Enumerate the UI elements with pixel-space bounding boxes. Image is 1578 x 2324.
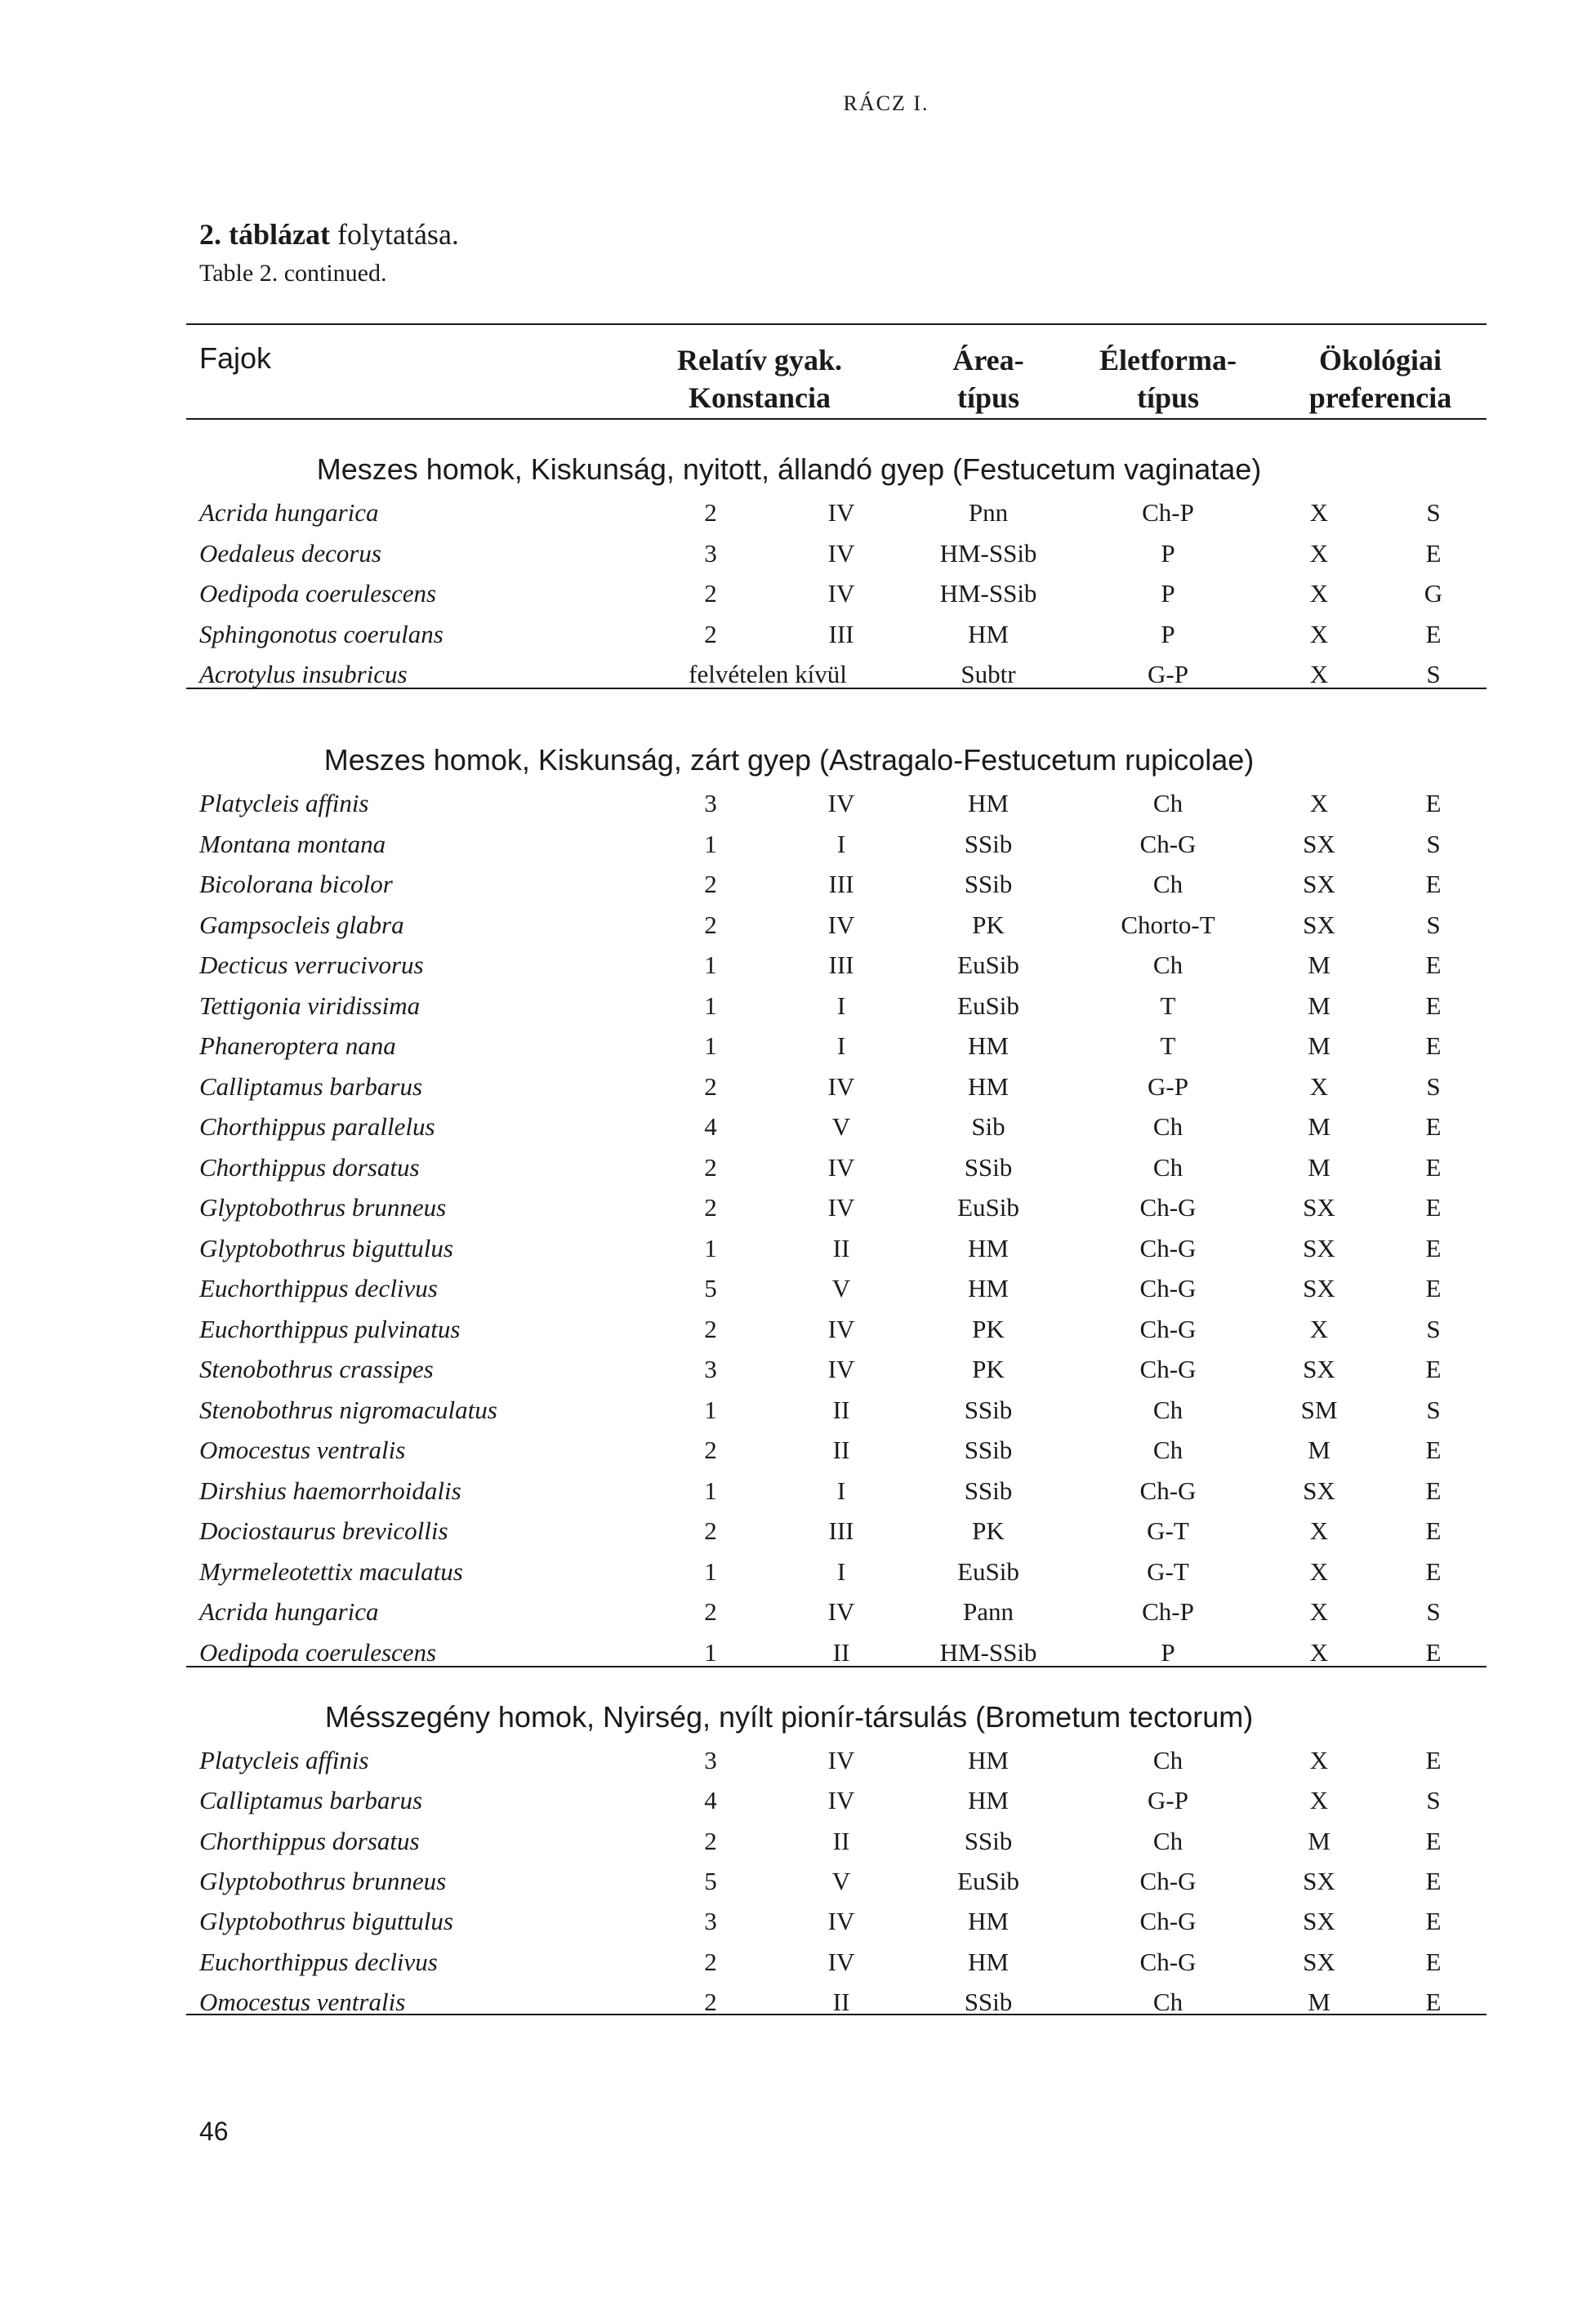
species-name: Euchorthippus pulvinatus [199, 1314, 461, 1343]
species-name: Dirshius haemorrhoidalis [199, 1476, 461, 1505]
species-name: Calliptamus barbarus [199, 1071, 423, 1101]
ecological-preference-2: E [1425, 1476, 1442, 1505]
area-type: EuSib [957, 1866, 1019, 1895]
species-name: Oedipoda coerulescens [199, 579, 437, 608]
header-eletforma-line2: típus [1136, 381, 1200, 414]
ecological-preference-2: E [1425, 991, 1442, 1020]
area-type: HM [968, 1786, 1009, 1815]
section-end-rule [186, 688, 1487, 689]
life-form: Ch [1152, 870, 1184, 898]
relative-frequency: 1 [704, 1395, 717, 1424]
relative-frequency: 2 [704, 1826, 717, 1855]
table-row [0, 1355, 1578, 1396]
ecological-preference-1: M [1308, 1152, 1331, 1182]
species-name: Acrida hungarica [199, 498, 379, 527]
relative-frequency: 1 [704, 829, 717, 858]
constancy: I [836, 1476, 846, 1505]
ecological-preference-2: G [1424, 579, 1443, 608]
ecological-preference-1: X [1309, 789, 1329, 817]
species-name: Euchorthippus declivus [199, 1947, 438, 1976]
area-type: HM [968, 1233, 1009, 1262]
life-form: Ch [1152, 951, 1184, 979]
section-end-rule [186, 1666, 1487, 1667]
species-name: Sphingonotus coerulans [199, 619, 444, 648]
ecological-preference-2: E [1425, 1556, 1442, 1586]
species-name: Platycleis affinis [199, 1746, 369, 1774]
constancy: II [832, 1637, 850, 1667]
constancy: III [828, 619, 854, 648]
constancy: II [832, 1826, 850, 1855]
life-form: T [1160, 1031, 1176, 1060]
ecological-preference-1: M [1308, 1987, 1331, 2016]
ecological-preference-2: E [1425, 1274, 1442, 1302]
ecological-preference-1: X [1309, 1314, 1329, 1343]
ecological-preference-2: E [1425, 1866, 1442, 1895]
constancy: II [832, 1233, 850, 1262]
table-row [0, 660, 1578, 701]
relative-frequency: 3 [704, 1907, 717, 1936]
table-row [0, 1746, 1578, 1787]
table-row [0, 1516, 1578, 1557]
ecological-preference-2: E [1425, 619, 1442, 648]
ecological-preference-2: S [1426, 1395, 1441, 1424]
ecological-preference-2: S [1426, 1314, 1441, 1343]
table-row [0, 539, 1578, 580]
constancy: I [836, 1031, 846, 1060]
area-type: HM [968, 1947, 1009, 1976]
species-name: Glyptobothrus biguttulus [199, 1907, 453, 1936]
header-relativ-line2: Konstancia [688, 381, 831, 414]
ecological-preference-2: E [1425, 1987, 1442, 2016]
ecological-preference-2: E [1425, 1637, 1442, 1667]
area-type: EuSib [957, 991, 1019, 1020]
table-row [0, 1907, 1578, 1948]
constancy: IV [827, 579, 855, 608]
ecological-preference-2: E [1425, 1436, 1442, 1464]
table-row [0, 1476, 1578, 1517]
running-head: RÁCZ I. [843, 91, 929, 115]
header-area-line1: Área- [952, 344, 1024, 376]
relative-frequency: 2 [704, 498, 717, 527]
constancy: II [832, 1987, 850, 2016]
header-eletforma-line1: Életforma- [1099, 344, 1237, 376]
area-type: SSib [964, 1826, 1013, 1855]
ecological-preference-2: S [1426, 1786, 1441, 1815]
species-name: Chorthippus dorsatus [199, 1826, 420, 1855]
ecological-preference-2: E [1425, 789, 1442, 817]
species-name: Acrida hungarica [199, 1597, 379, 1626]
life-form: Ch-G [1139, 1476, 1197, 1505]
constancy: IV [827, 1947, 855, 1976]
table-row [0, 991, 1578, 1032]
ecological-preference-1: M [1308, 1826, 1331, 1855]
ecological-preference-2: S [1426, 1597, 1441, 1626]
constancy: IV [827, 1597, 855, 1626]
table-row [0, 1153, 1578, 1194]
ecological-preference-2: E [1425, 870, 1442, 898]
frequency-note: felvételen kívül [689, 660, 847, 689]
area-type: HM [968, 789, 1009, 817]
ecological-preference-1: X [1309, 579, 1329, 608]
species-name: Chorthippus parallelus [199, 1112, 435, 1141]
ecological-preference-1: X [1309, 1516, 1329, 1545]
area-type: EuSib [957, 1193, 1019, 1222]
species-name: Glyptobothrus brunneus [199, 1193, 447, 1222]
ecological-preference-1: X [1309, 1746, 1329, 1774]
table-row [0, 910, 1578, 951]
species-name: Acrotylus insubricus [199, 660, 408, 689]
relative-frequency: 2 [704, 1071, 717, 1101]
relative-frequency: 2 [704, 1516, 717, 1545]
caption-text: folytatása. [329, 218, 459, 251]
life-form: Ch [1152, 789, 1184, 817]
area-type: HM [968, 1071, 1009, 1101]
ecological-preference-2: E [1425, 1233, 1442, 1262]
life-form: Ch-G [1139, 1866, 1197, 1895]
constancy: IV [827, 498, 855, 527]
table-row [0, 1274, 1578, 1315]
constancy: IV [827, 1355, 855, 1383]
table-row [0, 951, 1578, 991]
life-form: Ch-P [1142, 498, 1194, 527]
ecological-preference-2: E [1425, 1826, 1442, 1855]
ecological-preference-1: SX [1303, 1476, 1335, 1505]
relative-frequency: 3 [704, 538, 717, 568]
species-name: Euchorthippus declivus [199, 1274, 438, 1302]
ecological-preference-1: M [1308, 1436, 1331, 1464]
constancy: I [836, 1556, 846, 1586]
table-row [0, 1557, 1578, 1598]
life-form: Chorto-T [1121, 910, 1215, 939]
relative-frequency: 1 [704, 991, 717, 1020]
header-okologiai [1274, 341, 1487, 416]
relative-frequency: 2 [704, 870, 717, 898]
ecological-preference-2: S [1426, 910, 1441, 939]
table-row [0, 1948, 1578, 1988]
species-name: Myrmeleotettix maculatus [199, 1556, 463, 1586]
species-name: Tettigonia viridissima [199, 991, 421, 1020]
area-type: PK [972, 910, 1005, 939]
constancy: II [832, 1395, 850, 1424]
relative-frequency: 1 [704, 1637, 717, 1667]
ecological-preference-1: M [1308, 991, 1331, 1020]
relative-frequency: 3 [704, 1355, 717, 1383]
section-title: Meszes homok, Kiskunság, zárt gyep (Astragalo-Festucetum rupicolae) [323, 743, 1255, 777]
life-form: P [1161, 579, 1175, 608]
area-type: Pann [963, 1597, 1014, 1626]
ecological-preference-1: SX [1303, 870, 1335, 898]
area-type: SSib [964, 1395, 1013, 1424]
species-name: Stenobothrus crassipes [199, 1355, 434, 1383]
species-name: Decticus verrucivorus [199, 951, 424, 979]
species-name: Calliptamus barbarus [199, 1786, 423, 1815]
relative-frequency: 2 [704, 1597, 717, 1626]
ecological-preference-1: SX [1303, 1274, 1335, 1302]
constancy: IV [827, 1152, 855, 1182]
constancy: I [836, 829, 846, 858]
ecological-preference-2: E [1425, 1193, 1442, 1222]
area-type: HM-SSib [939, 1637, 1037, 1667]
constancy: IV [827, 1907, 855, 1936]
relative-frequency: 3 [704, 1746, 717, 1774]
area-type: SSib [964, 1987, 1013, 2016]
area-type: HM [968, 619, 1009, 648]
life-form: Ch [1152, 1436, 1184, 1464]
area-type: SSib [964, 1436, 1013, 1464]
ecological-preference-1: SX [1303, 1907, 1335, 1936]
relative-frequency: 2 [704, 1947, 717, 1976]
constancy: IV [827, 1786, 855, 1815]
table-row [0, 1867, 1578, 1908]
header-area [907, 341, 1070, 416]
ecological-preference-2: E [1425, 951, 1442, 979]
constancy: IV [827, 1746, 855, 1774]
life-form: Ch [1152, 1152, 1184, 1182]
area-type: HM [968, 1907, 1009, 1936]
ecological-preference-2: E [1425, 538, 1442, 568]
life-form: Ch [1152, 1826, 1184, 1855]
table-row [0, 789, 1578, 830]
table-row [0, 1597, 1578, 1638]
life-form: Ch-G [1139, 1193, 1197, 1222]
table-caption-english: Table 2. continued. [199, 260, 387, 287]
species-name: Dociostaurus brevicollis [199, 1516, 448, 1545]
life-form: G-T [1147, 1516, 1189, 1545]
species-name: Platycleis affinis [199, 789, 369, 817]
table-row [0, 498, 1578, 539]
life-form: Ch [1152, 1987, 1184, 2016]
table-row [0, 1988, 1578, 2028]
table-row [0, 870, 1578, 910]
table-row [0, 1396, 1578, 1436]
relative-frequency: 2 [704, 910, 717, 939]
area-type: PK [972, 1314, 1005, 1343]
constancy: IV [827, 1193, 855, 1222]
ecological-preference-1: SM [1300, 1395, 1338, 1424]
life-form: Ch-G [1139, 1907, 1197, 1936]
species-name: Glyptobothrus biguttulus [199, 1233, 453, 1262]
caption-label: 2. táblázat [199, 218, 330, 251]
area-type: EuSib [957, 951, 1019, 979]
ecological-preference-1: SX [1303, 1866, 1335, 1895]
section-title: Meszes homok, Kiskunság, nyitott, állandó gyep (Festucetum vaginatae) [316, 452, 1262, 486]
constancy: I [836, 991, 846, 1020]
constancy: IV [827, 910, 855, 939]
area-type: Sib [971, 1112, 1005, 1141]
table-row [0, 620, 1578, 661]
species-name: Stenobothrus nigromaculatus [199, 1395, 497, 1424]
life-form: Ch-G [1139, 1314, 1197, 1343]
area-type: Pnn [968, 498, 1009, 527]
relative-frequency: 2 [704, 579, 717, 608]
area-type: HM-SSib [939, 579, 1037, 608]
relative-frequency: 4 [704, 1786, 717, 1815]
ecological-preference-1: SX [1303, 1947, 1335, 1976]
ecological-preference-2: E [1425, 1355, 1442, 1383]
constancy: IV [827, 1314, 855, 1343]
page-number: 46 [199, 2117, 229, 2146]
ecological-preference-2: S [1426, 660, 1441, 689]
area-type: SSib [964, 1476, 1013, 1505]
ecological-preference-1: M [1308, 951, 1331, 979]
ecological-preference-1: SX [1303, 1193, 1335, 1222]
life-form: G-P [1148, 1786, 1188, 1815]
ecological-preference-1: SX [1303, 1355, 1335, 1383]
ecological-preference-2: E [1425, 1031, 1442, 1060]
life-form: T [1160, 991, 1176, 1020]
table-row [0, 1193, 1578, 1234]
constancy: V [831, 1112, 851, 1141]
life-form: Ch-G [1139, 1233, 1197, 1262]
ecological-preference-2: E [1425, 1947, 1442, 1976]
constancy: V [831, 1274, 851, 1302]
area-type: HM-SSib [939, 538, 1037, 568]
area-type: HM [968, 1746, 1009, 1774]
species-name: Omocestus ventralis [199, 1987, 406, 2016]
species-name: Chorthippus dorsatus [199, 1152, 420, 1182]
table-caption [199, 217, 459, 252]
life-form: Ch [1152, 1112, 1184, 1141]
relative-frequency: 2 [704, 1314, 717, 1343]
ecological-preference-1: SX [1303, 1233, 1335, 1262]
ecological-preference-1: X [1309, 538, 1329, 568]
life-form: P [1161, 619, 1175, 648]
life-form: G-P [1148, 1071, 1188, 1101]
ecological-preference-1: M [1308, 1112, 1331, 1141]
constancy: III [828, 870, 854, 898]
ecological-preference-2: E [1425, 1112, 1442, 1141]
species-name: Glyptobothrus brunneus [199, 1866, 447, 1895]
ecological-preference-2: S [1426, 1071, 1441, 1101]
relative-frequency: 1 [704, 1233, 717, 1262]
constancy: V [831, 1866, 851, 1895]
life-form: G-T [1147, 1556, 1189, 1586]
constancy: III [828, 951, 854, 979]
ecological-preference-2: E [1425, 1516, 1442, 1545]
ecological-preference-1: SX [1303, 910, 1335, 939]
header-rule [186, 418, 1487, 420]
ecological-preference-1: M [1308, 1031, 1331, 1060]
life-form: Ch-G [1139, 829, 1197, 858]
relative-frequency: 3 [704, 789, 717, 817]
relative-frequency: 2 [704, 1987, 717, 2016]
section-title: Mésszegény homok, Nyirség, nyílt pionír-társulás (Brometum tectorum) [324, 1700, 1254, 1734]
species-name: Bicolorana bicolor [199, 870, 393, 898]
area-type: HM [968, 1031, 1009, 1060]
area-type: HM [968, 1274, 1009, 1302]
relative-frequency: 4 [704, 1112, 717, 1141]
species-name: Oedaleus decorus [199, 538, 381, 568]
ecological-preference-1: X [1309, 1786, 1329, 1815]
header-eletforma [1070, 341, 1266, 416]
species-name: Phaneroptera nana [199, 1031, 396, 1060]
life-form: G-P [1148, 660, 1188, 689]
table-row [0, 1638, 1578, 1679]
area-type: SSib [964, 1152, 1013, 1182]
ecological-preference-2: S [1426, 829, 1441, 858]
relative-frequency: 1 [704, 1476, 717, 1505]
relative-frequency: 2 [704, 1436, 717, 1464]
ecological-preference-1: X [1309, 1597, 1329, 1626]
header-relativ [653, 341, 866, 416]
area-type: SSib [964, 829, 1013, 858]
table-row [0, 1436, 1578, 1476]
area-type: SSib [964, 870, 1013, 898]
species-name: Omocestus ventralis [199, 1436, 406, 1464]
table-row [0, 1112, 1578, 1153]
header-okologiai-line2: preferencia [1308, 381, 1452, 414]
life-form: Ch [1152, 1746, 1184, 1774]
header-relativ-line1: Relatív gyak. [677, 344, 842, 376]
area-type: EuSib [957, 1556, 1019, 1586]
ecological-preference-1: X [1309, 1556, 1329, 1586]
table-row [0, 1827, 1578, 1868]
species-name: Oedipoda coerulescens [199, 1637, 437, 1667]
table-row [0, 1072, 1578, 1113]
relative-frequency: 2 [704, 1193, 717, 1222]
species-name: Gampsocleis glabra [199, 910, 404, 939]
ecological-preference-1: X [1309, 1071, 1329, 1101]
life-form: P [1161, 538, 1175, 568]
ecological-preference-1: X [1309, 1637, 1329, 1667]
ecological-preference-2: S [1426, 498, 1441, 527]
ecological-preference-2: E [1425, 1746, 1442, 1774]
life-form: Ch-P [1142, 1597, 1194, 1626]
life-form: Ch [1152, 1395, 1184, 1424]
life-form: Ch-G [1139, 1355, 1197, 1383]
header-fajok: Fajok [199, 341, 272, 375]
ecological-preference-1: X [1309, 660, 1329, 689]
header-okologiai-line1: Ökológiai [1318, 344, 1442, 376]
life-form: Ch-G [1139, 1274, 1197, 1302]
constancy: IV [827, 1071, 855, 1101]
constancy: IV [827, 789, 855, 817]
relative-frequency: 2 [704, 1152, 717, 1182]
constancy: IV [827, 538, 855, 568]
ecological-preference-1: X [1309, 619, 1329, 648]
header-area-line2: típus [956, 381, 1020, 414]
table-row [0, 830, 1578, 870]
area-type: PK [972, 1516, 1005, 1545]
life-form: P [1161, 1637, 1175, 1667]
ecological-preference-1: SX [1303, 829, 1335, 858]
species-name: Montana montana [199, 829, 386, 858]
ecological-preference-1: X [1309, 498, 1329, 527]
section-end-rule [186, 2014, 1487, 2015]
constancy: II [832, 1436, 850, 1464]
area-type: PK [972, 1355, 1005, 1383]
relative-frequency: 5 [704, 1274, 717, 1302]
table-row [0, 1315, 1578, 1356]
relative-frequency: 2 [704, 619, 717, 648]
ecological-preference-2: E [1425, 1152, 1442, 1182]
table-row [0, 1234, 1578, 1275]
relative-frequency: 1 [704, 1031, 717, 1060]
table-row [0, 1786, 1578, 1827]
table-row [0, 1031, 1578, 1072]
relative-frequency: 1 [704, 951, 717, 979]
ecological-preference-2: E [1425, 1907, 1442, 1936]
table-row [0, 579, 1578, 620]
area-type: Subtr [961, 660, 1016, 689]
life-form: Ch-G [1139, 1947, 1197, 1976]
constancy: III [828, 1516, 854, 1545]
relative-frequency: 1 [704, 1556, 717, 1586]
top-rule [186, 323, 1487, 325]
relative-frequency: 5 [704, 1866, 717, 1895]
